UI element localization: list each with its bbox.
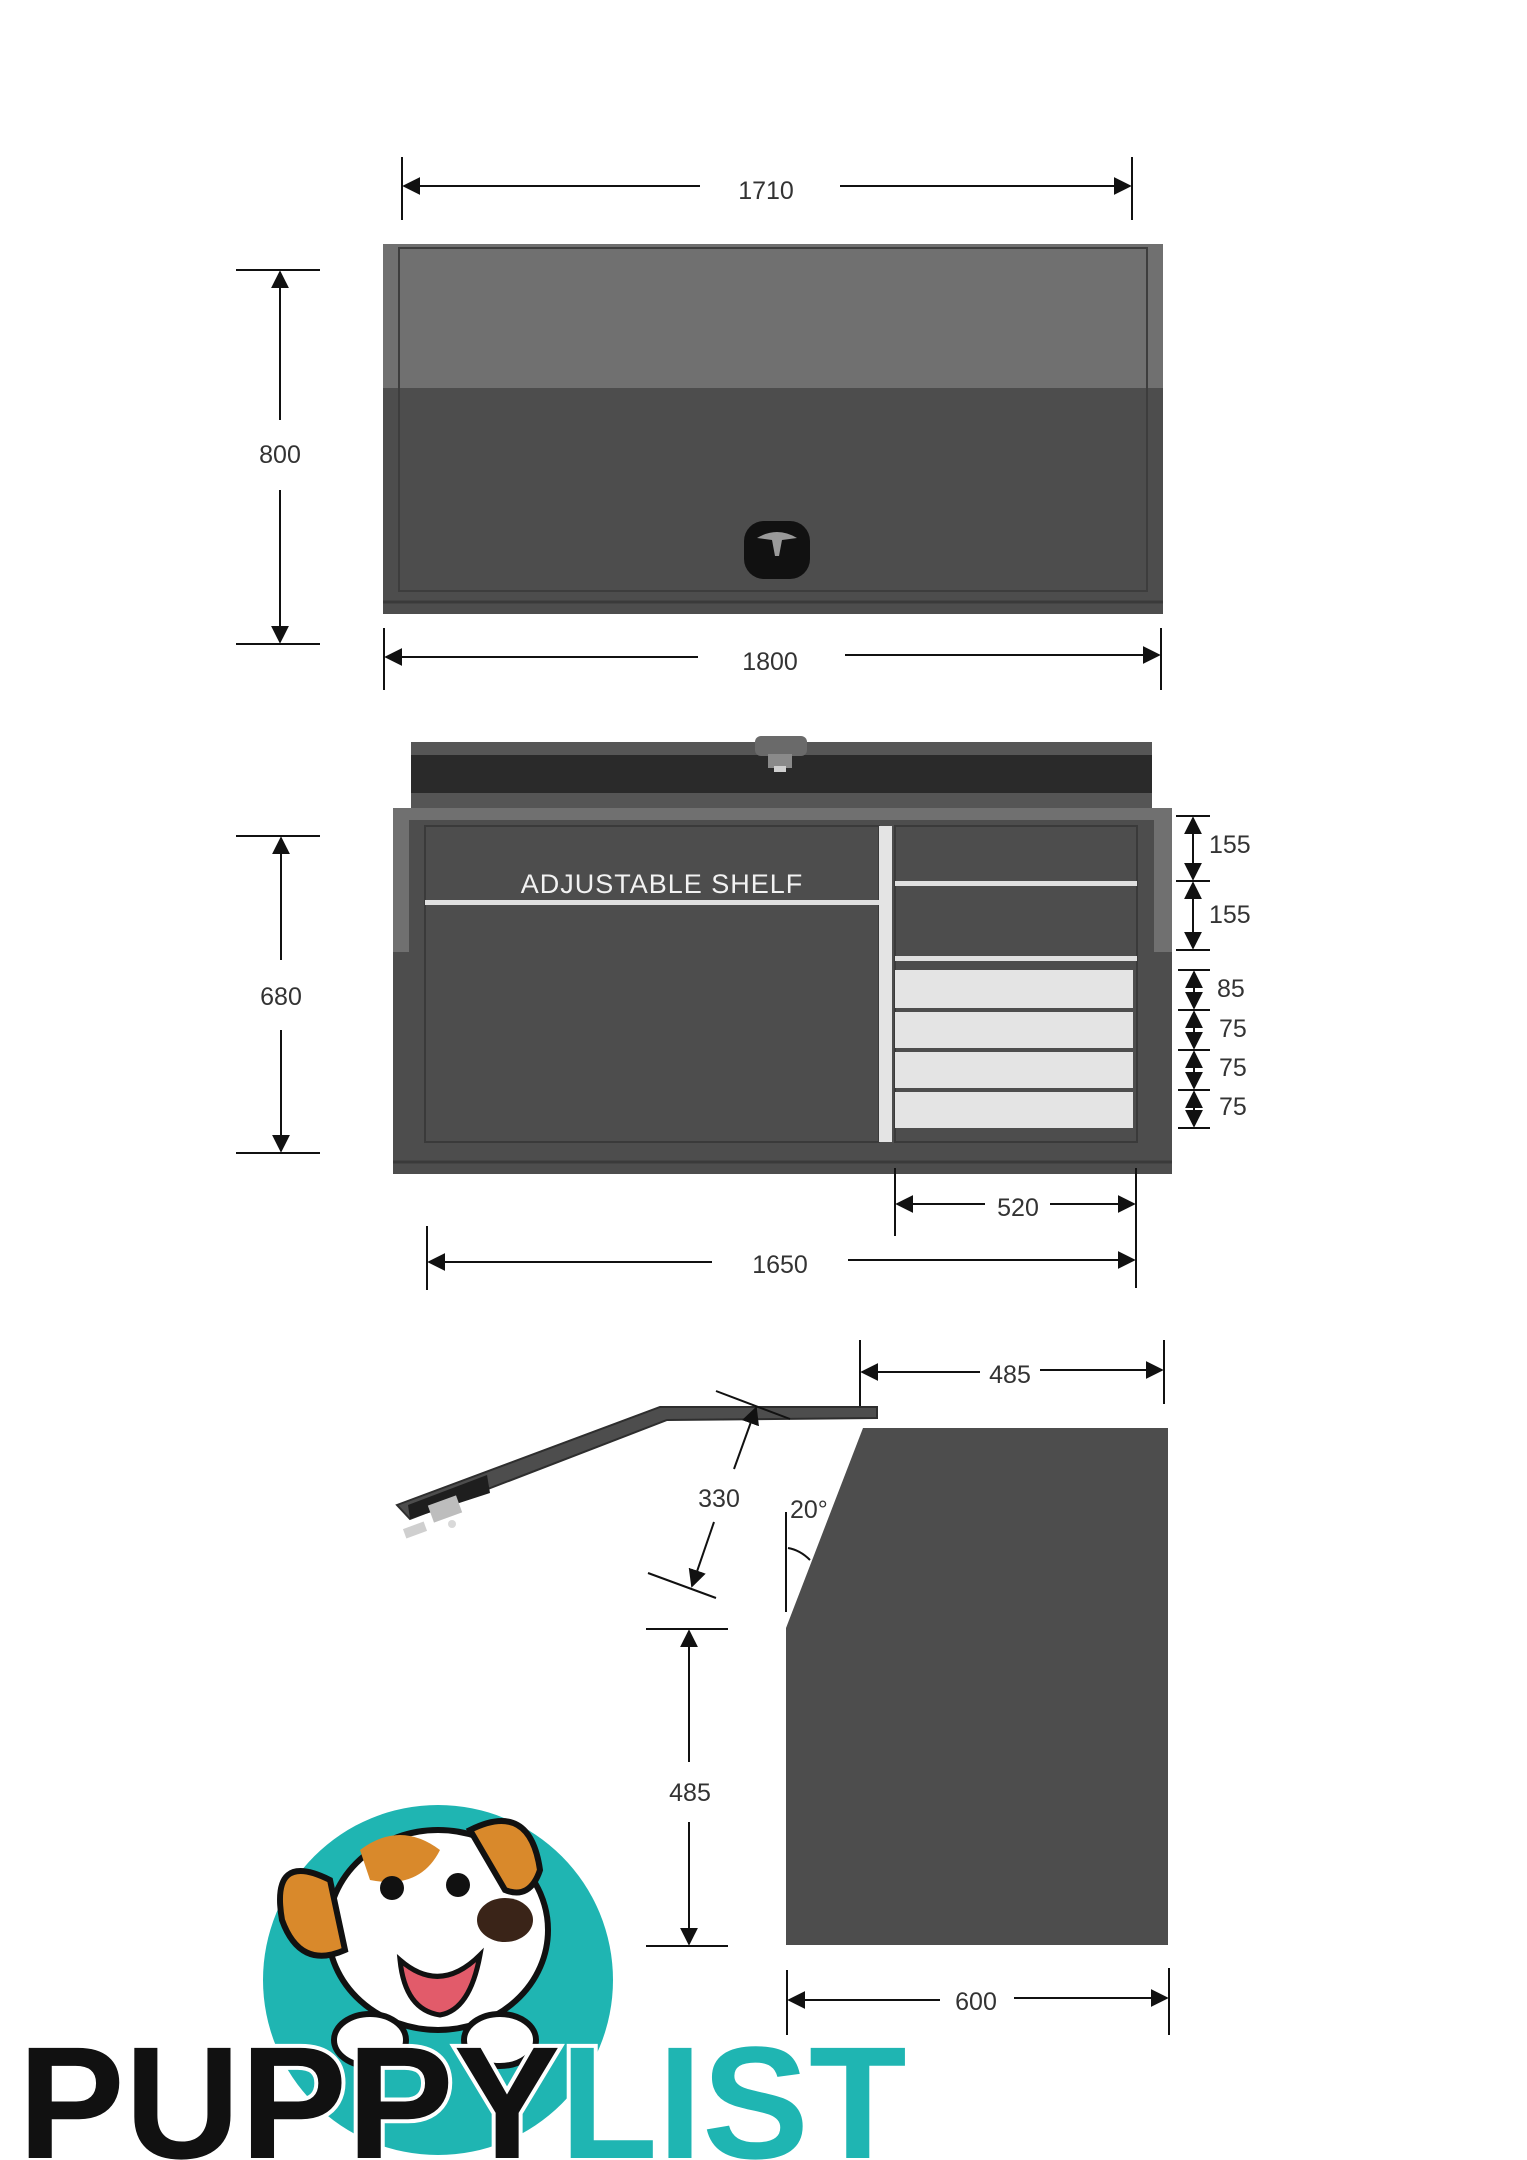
open-lid-lip [411,793,1152,809]
front-top-width-label: 1710 [738,177,794,205]
lid-depth-label: 330 [698,1485,740,1513]
open-view [236,736,1251,1290]
front-bottom-width-label: 1800 [742,648,798,676]
angle-arc [788,1548,810,1560]
dim-85-label: 85 [1217,975,1245,1003]
drawer-2 [895,1012,1133,1048]
center-divider [879,826,892,1142]
dim-75-first-label: 75 [1219,1015,1247,1043]
ext-line [648,1573,716,1598]
puppylist-logo [18,1805,907,2160]
drawer-4 [895,1092,1133,1128]
logo-text-puppy: PUPPY [18,2013,561,2160]
dim-75-third-label: 75 [1219,1093,1247,1121]
drawer-1 [895,970,1133,1008]
side-base-depth-label: 600 [955,1988,997,2016]
open-height-label: 680 [260,983,302,1011]
side-box-body [786,1428,1168,1945]
adjustable-shelf [425,900,879,905]
angle-label: 20° [790,1496,828,1524]
side-lower-height-label: 485 [669,1779,711,1807]
side-top-depth-label: 485 [989,1361,1031,1389]
right-shelf-1 [895,881,1137,886]
inner-width-label: 1650 [752,1251,808,1279]
front-height-label: 800 [259,441,301,469]
drawer-width-label: 520 [997,1194,1039,1222]
right-dimension-stack [1176,816,1251,1128]
dim-arrow-down [692,1522,714,1586]
dim-155-upper-label: 155 [1209,831,1251,859]
logo-text-list: LIST [560,2013,907,2160]
right-shelf-2 [895,956,1137,961]
drawer-3 [895,1052,1133,1088]
adjustable-shelf-label: ADJUSTABLE SHELF [520,869,804,899]
t-handle-lock-icon [744,521,810,579]
front-view [236,157,1163,690]
dim-155-lower-label: 155 [1209,901,1251,929]
front-box-lid-face [383,244,1163,388]
dim-75-second-label: 75 [1219,1054,1247,1082]
